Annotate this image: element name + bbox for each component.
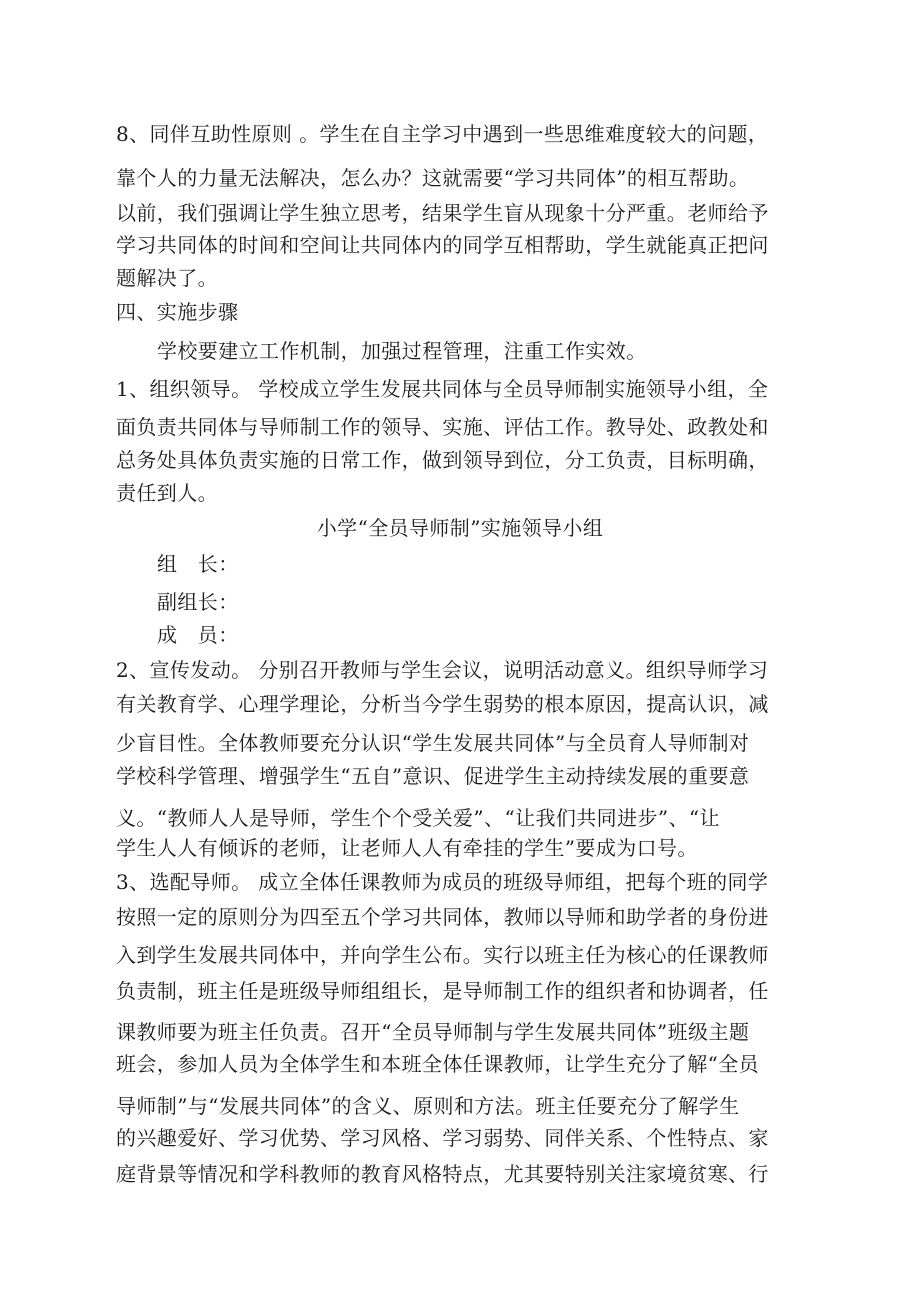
group-leader-label: 组 长： <box>157 552 239 576</box>
text-line: 学习共同体的时间和空间让共同体内的同学互相帮助，学生就能真正把问 <box>116 233 769 257</box>
text-line: 有关教育学、心理学理论，分析当今学生弱势的根本原因，提高认识，减 <box>116 692 769 716</box>
section-heading: 四、实施步骤 <box>116 300 239 324</box>
deputy-leader-label: 副组长： <box>157 590 239 614</box>
text-line: 导师制”与“发展共同体”的含义、原则和方法。班主任要充分了解学生 <box>116 1094 740 1118</box>
text-line: 负责制，班主任是班级导师组组长，是导师制工作的组织者和协调者，任 <box>116 979 769 1003</box>
text-line: 庭背景等情况和学科教师的教育风格特点，尤其要特别关注家境贫寒、行 <box>116 1162 769 1186</box>
text-line: 的兴趣爱好、学习优势、学习风格、学习弱势、同伴关系、个性特点、家 <box>116 1126 769 1150</box>
text-line: 义。“教师人人是导师，学生个个受关爱”、“让我们共同进步”、“让 <box>116 806 720 830</box>
text-line: 学生人人有倾诉的老师，让老师人人有牵挂的学生”要成为口号。 <box>116 836 698 860</box>
text-line: 学校科学管理、增强学生“五自”意识、促进学生主动持续发展的重要意 <box>116 764 750 788</box>
text-line: 学校要建立工作机制，加强过程管理，注重工作实效。 <box>157 339 647 363</box>
text-line: 2、宣传发动。 分别召开教师与学生会议，说明活动意义。组织导师学习 <box>116 658 769 682</box>
text-line: 责任到人。 <box>116 481 218 505</box>
members-label: 成 员： <box>157 623 239 647</box>
text-line: 按照一定的原则分为四至五个学习共同体，教师以导师和助学者的身份进 <box>116 905 769 929</box>
text-line: 3、选配导师。 成立全体任课教师为成员的班级导师组，把每个班的同学 <box>116 870 769 894</box>
text-line: 课教师要为班主任负责。召开“全员导师制与学生发展共同体”班级主题 <box>116 1020 750 1044</box>
text-line: 少盲目性。全体教师要充分认识“学生发展共同体”与全员育人导师制对 <box>116 731 750 755</box>
text-line: 入到学生发展共同体中，并向学生公布。实行以班主任为核心的任课教师 <box>116 943 769 967</box>
text-line: 班会，参加人员为全体学生和本班全体任课教师，让学生充分了解“全员 <box>116 1052 760 1076</box>
text-line: 8、同伴互助性原则 。学生在自主学习中遇到一些思维难度较大的问题， <box>116 122 769 146</box>
text-line: 靠个人的力量无法解决，怎么办？这就需要“学习共同体”的相互帮助。 <box>116 166 750 190</box>
text-line: 题解决了。 <box>116 266 218 290</box>
text-line: 总务处具体负责实施的日常工作，做到领导到位，分工负责，目标明确， <box>116 448 769 472</box>
group-title: 小学“全员导师制”实施领导小组 <box>316 516 604 540</box>
text-line: 面负责共同体与导师制工作的领导、实施、评估工作。教导处、政教处和 <box>116 415 769 439</box>
text-line: 以前，我们强调让学生独立思考，结果学生盲从现象十分严重。老师给予 <box>116 201 769 225</box>
text-line: 1、组织领导。 学校成立学生发展共同体与全员导师制实施领导小组，全 <box>116 377 769 401</box>
